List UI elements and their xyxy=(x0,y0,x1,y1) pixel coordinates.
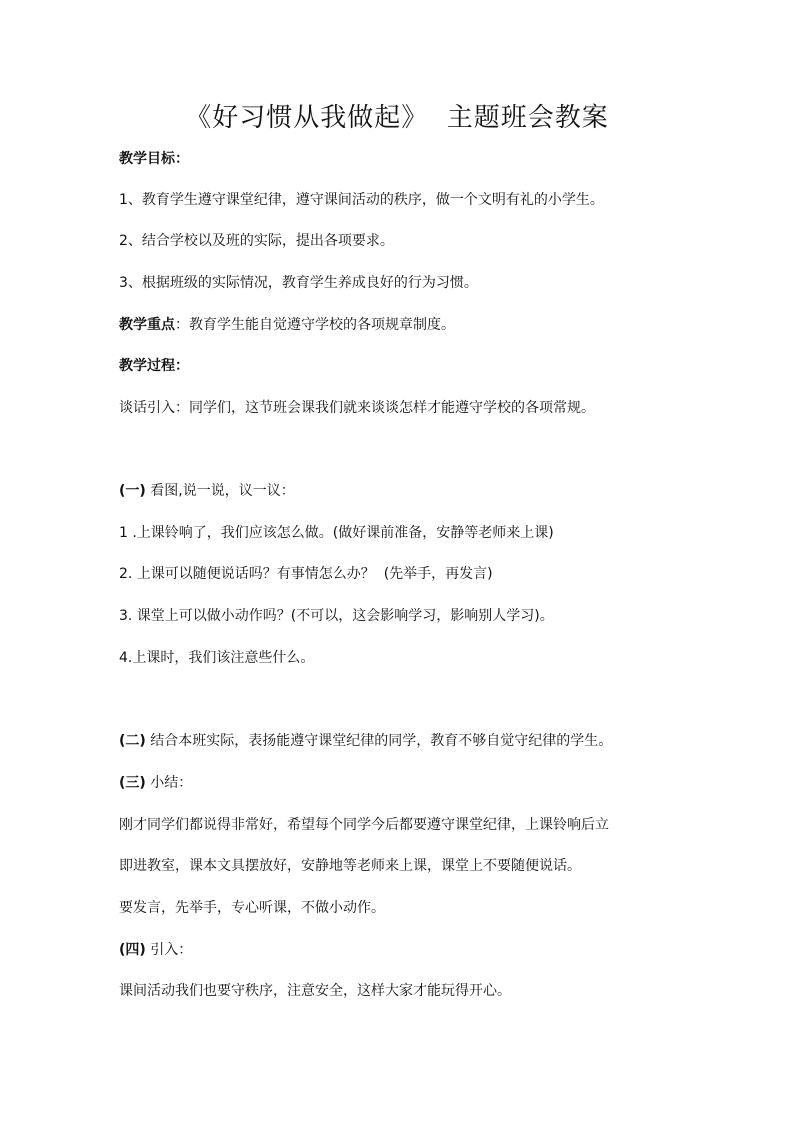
section-4-marker: (四) xyxy=(119,942,146,958)
section-4-line-1: 课间活动我们也要守秩序，注意安全，这样大家才能玩得开心。 xyxy=(119,983,511,999)
section-1-item-2: 2. 上课可以随便说话吗？有事情怎么办？ (先举手，再发言) xyxy=(119,566,493,582)
section-1-text: 看图,说一说，议一议： xyxy=(145,483,295,499)
section-3-line-3: 要发言，先举手，专心听课，不做小动作。 xyxy=(119,900,385,916)
key-point-label: 教学重点 xyxy=(119,317,175,333)
section-2-marker: (二) xyxy=(119,733,146,749)
key-point-paragraph xyxy=(119,314,455,336)
section-4-heading xyxy=(119,939,192,961)
section-3-text: 小结： xyxy=(145,775,193,791)
section-4-text: 引入： xyxy=(145,942,193,958)
process-heading: 教学过程： xyxy=(119,358,189,374)
section-1-item-4: 4.上课时，我们该注意些什么。 xyxy=(119,650,315,666)
section-3-heading xyxy=(119,772,192,794)
key-point-text: ：教育学生能自觉遵守学校的各项规章制度。 xyxy=(175,317,455,333)
section-2-paragraph xyxy=(119,730,612,752)
section-3-line-2: 即进教室，课本文具摆放好，安静地等老师来上课，课堂上不要随便说话。 xyxy=(119,858,581,874)
objective-item-1: 1、教育学生遵守课堂纪律，遵守课间活动的秩序，做一个文明有礼的小学生。 xyxy=(119,192,604,208)
section-1-marker: (一) xyxy=(119,483,146,499)
section-1-heading xyxy=(119,480,295,502)
section-3-marker: (三) xyxy=(119,775,146,791)
objectives-heading: 教学目标： xyxy=(119,151,189,167)
process-intro: 谈话引入：同学们，这节班会课我们就来谈谈怎样才能遵守学校的各项常规。 xyxy=(119,400,595,416)
objective-item-3: 3、根据班级的实际情况，教育学生养成良好的行为习惯。 xyxy=(119,275,478,291)
document-title: 《好习惯从我做起》 主题班会教案 xyxy=(185,103,609,133)
section-1-item-3: 3. 课堂上可以做小动作吗？(不可以，这会影响学习，影响别人学习)。 xyxy=(119,608,554,624)
section-1-item-1: 1 .上课铃响了，我们应该怎么做。(做好课前准备，安静等老师来上课) xyxy=(119,525,554,541)
section-3-line-1: 刚才同学们都说得非常好，希望每个同学今后都要遵守课堂纪律，上课铃响后立 xyxy=(119,817,609,833)
objective-item-2: 2、结合学校以及班的实际，提出各项要求。 xyxy=(119,233,394,249)
section-2-text: 结合本班实际，表扬能遵守课堂纪律的同学，教育不够自觉守纪律的学生。 xyxy=(145,733,613,749)
